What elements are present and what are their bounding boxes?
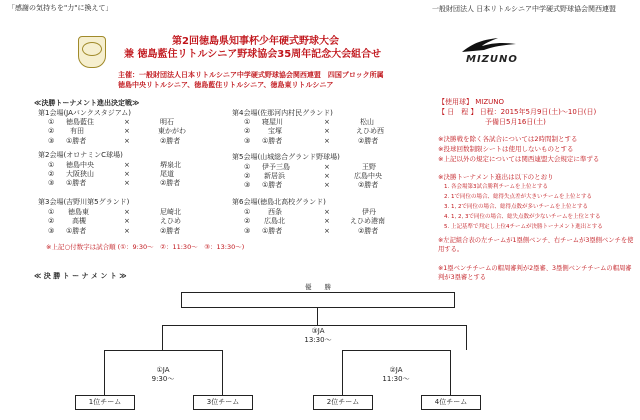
bracket-line bbox=[222, 350, 223, 395]
title-line-1: 第2回徳島県知事杯少年硬式野球大会 bbox=[172, 36, 339, 47]
semi-left-time: 9:30～ bbox=[151, 375, 175, 383]
date-reserve: 予備日5月16日(土) bbox=[485, 118, 546, 126]
date-info: 【 日 程 】 日程：2015年5月9日(土)～10日(日) bbox=[438, 108, 597, 116]
tournament-heading: ≪ 決 勝 ト ー ナ メ ン ト ≫ bbox=[34, 272, 127, 280]
final-game-time: 13:30～ bbox=[304, 336, 332, 344]
ball-info: 【使用球】 MIZUNO bbox=[438, 98, 505, 106]
bracket-line bbox=[342, 350, 343, 395]
team-slot-4th: 4位チーム bbox=[421, 395, 481, 410]
final-game-label: ③JA bbox=[311, 327, 325, 335]
rules-list: ※決勝戦を除く各試合については2時間制とする ※投球回数制限シートは使用しないものとする ※上記以外の規定については関西連盟大会規定に準ずる bbox=[438, 135, 600, 163]
bench-note: ※左記組合表の左チームが1塁側ベンチ、右チームが3塁側ベンチを使用する。 bbox=[438, 237, 634, 253]
team-slot-1st: 1位チーム bbox=[75, 395, 135, 410]
team-slot-3rd: 3位チーム bbox=[193, 395, 253, 410]
organizer-name: 一般財団法人 日本リトルシニア中学硬式野球協会関西連盟 bbox=[432, 5, 617, 13]
venue-title: 第4会場(佐那河内村民グランド) bbox=[232, 109, 333, 117]
bracket-line bbox=[466, 325, 467, 350]
semi-right-game: ②JA bbox=[389, 366, 403, 374]
bracket-line bbox=[104, 350, 105, 395]
venue-title: 第1会場(JAバンクスタジアム) bbox=[38, 109, 131, 117]
slogan: 「感謝の気持ちを"力"に換えて」 bbox=[8, 4, 113, 12]
champion-box bbox=[181, 292, 455, 308]
runbird-icon bbox=[458, 36, 520, 54]
bracket-line bbox=[104, 350, 222, 351]
host-line-2: 徳島中央リトルシニア、徳島藍住リトルシニア、徳島東リトルシニア bbox=[118, 81, 334, 89]
venue-title: 第2会場(オロナミンC球場) bbox=[38, 151, 123, 159]
title-line-2: 兼 徳島藍住リトルシニア野球協会35周年記念大会組合せ bbox=[124, 49, 382, 60]
bracket-line bbox=[450, 350, 451, 395]
association-emblem-icon bbox=[78, 36, 106, 68]
semi-left-game: ①JA bbox=[156, 366, 170, 374]
team-slot-2nd: 2位チーム bbox=[313, 395, 373, 410]
advance-rules: ※決勝トーナメント進出は以下のとおり 1. 各会場第3試合勝利チームを上位とする 2. 1で同位の場合、総得失点差が大きいチームを上位とする 3. 1, 2で同位の場合、総得点数が多いチームを上位とする 4. 1, 2, 3で同位の場合、総失点数が少ないチームを上位とする 5. 上記基準で判定し上位4チームが決勝トーナメント進出とする bbox=[438, 173, 603, 230]
venue-title: 第3会場(吉野川第5グランド) bbox=[38, 198, 130, 206]
bracket-line bbox=[162, 325, 163, 350]
champion-label: 優 勝 bbox=[305, 283, 331, 291]
host-line-1: 主催：一般財団法人日本リトルシニア中学硬式野球協会関西連盟 四国ブロック所属 bbox=[118, 71, 384, 79]
mizuno-logo: MIZUNO bbox=[458, 36, 520, 66]
umpire-note: ※1塁ベンチチームの帽周審判が2塁審、3塁側ベンチチームの帽周審判が3塁審とする bbox=[438, 265, 632, 281]
venue-title: 第5会場(山城総合グランド野球場) bbox=[232, 153, 340, 161]
game-order-note: ※上記○付数字は試合順 (①：9:30～ ②：11:30～ ③：13:30～) bbox=[46, 243, 245, 251]
bracket-line bbox=[162, 325, 466, 326]
bracket-line bbox=[342, 350, 450, 351]
qualifier-heading: ≪決勝トーナメント進出決定戦≫ bbox=[34, 99, 140, 107]
semi-right-time: 11:30～ bbox=[382, 375, 410, 383]
bracket-line bbox=[317, 307, 318, 325]
venue-title: 第6会場(徳島北高校グランド) bbox=[232, 198, 326, 206]
